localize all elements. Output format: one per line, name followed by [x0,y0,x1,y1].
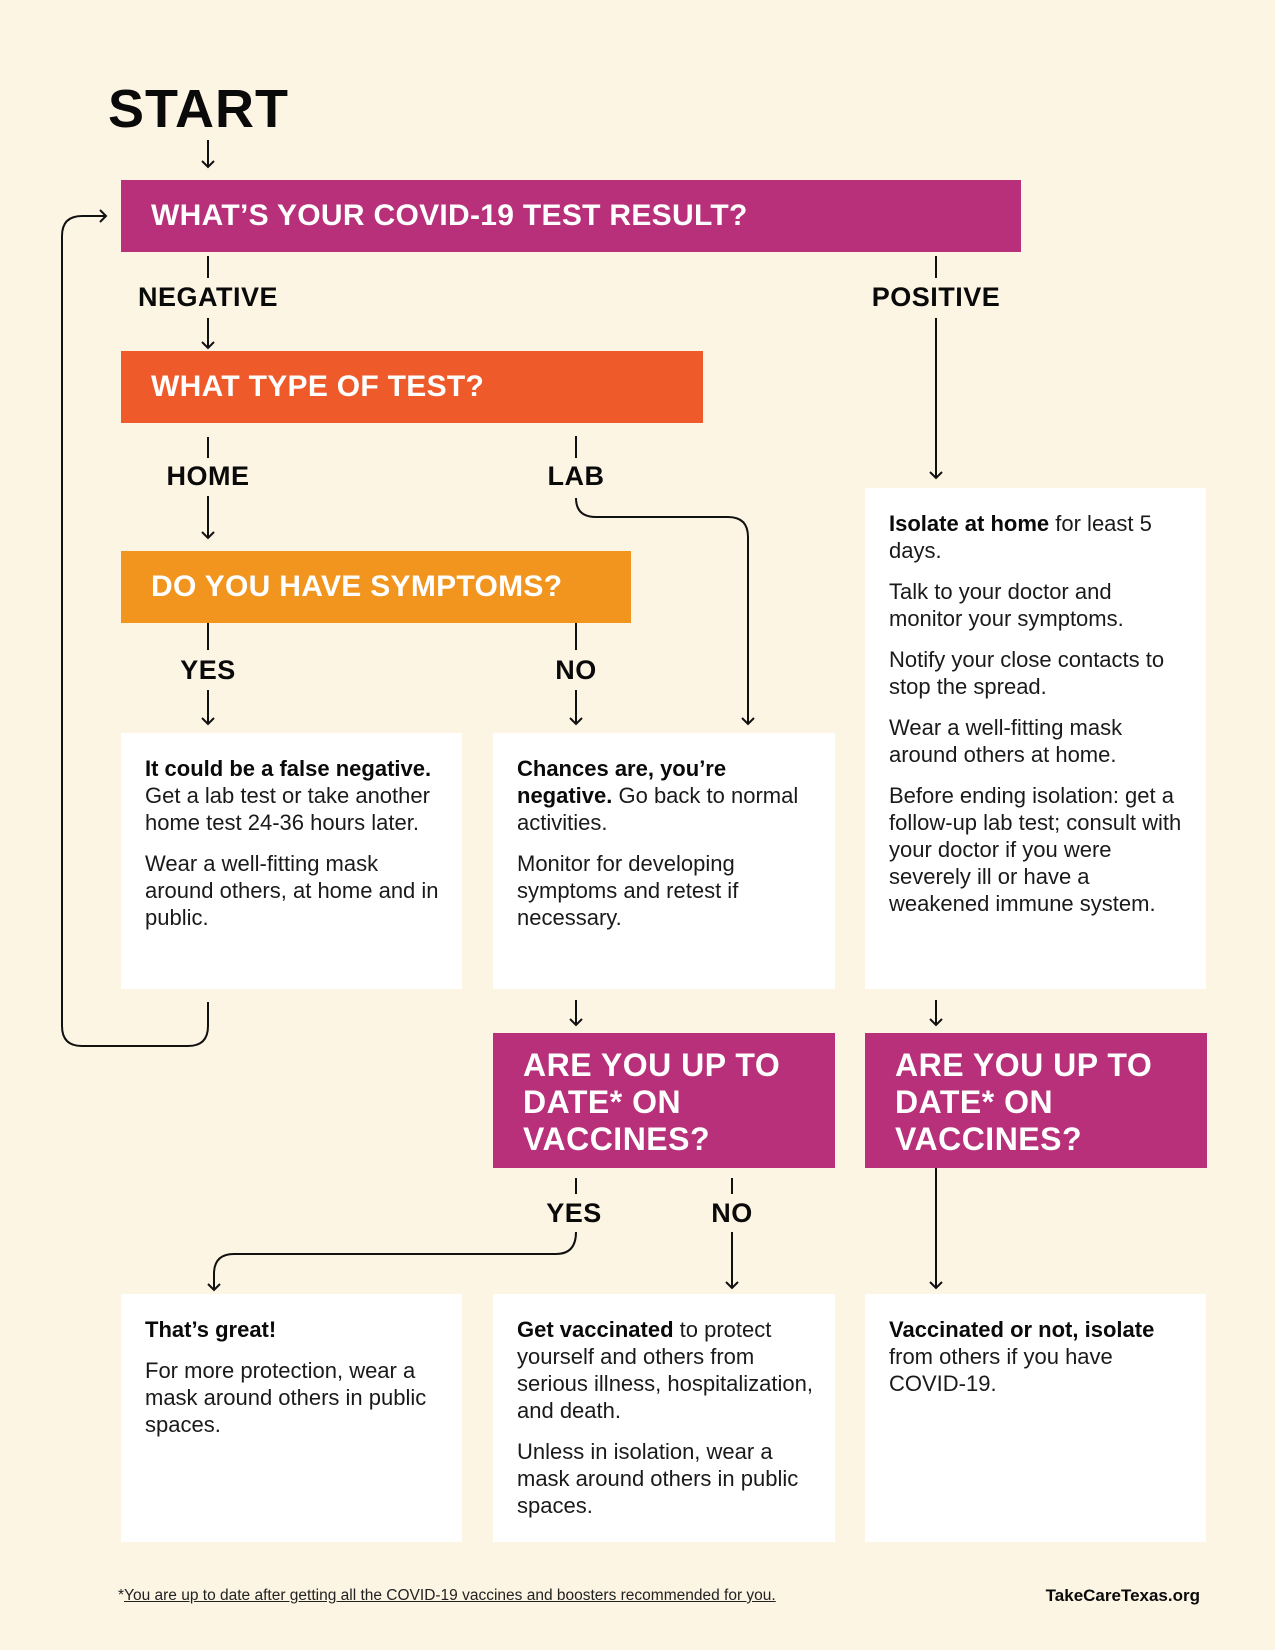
label-symptoms-no: NO [555,655,597,685]
label-negative: NEGATIVE [137,282,279,312]
label-home: HOME [166,461,250,491]
card-thats-great [121,1294,462,1542]
label-vaccines-yes: YES [546,1198,602,1228]
footnote-text: You are up to date after getting all the COVID-19 vaccines and boosters recommended for you. [124,1587,776,1604]
question-test-result: WHAT’S YOUR COVID-19 TEST RESULT? [121,180,1021,252]
card-positive-notify: Notify your close contacts to stop the spread. [889,647,1165,699]
footnote [118,1587,776,1605]
card-isolate-text: from others if you have COVID-19. [889,1344,1113,1396]
label-vaccines-no: NO [711,1198,753,1228]
card-negative [493,733,835,989]
question-vaccines-positive: ARE YOU UP TO DATE* ON VACCINES? [865,1033,1207,1168]
card-thats-great-text: For more protection, wear a mask around others in public spaces. [145,1358,427,1437]
card-isolate [865,1294,1206,1542]
label-lab: LAB [547,461,605,491]
question-test-type: WHAT TYPE OF TEST? [121,351,703,423]
question-vaccines-negative: ARE YOU UP TO DATE* ON VACCINES? [493,1033,835,1168]
footnote-star: * [118,1587,125,1604]
card-positive-mask: Wear a well-fitting mask around others at home. [889,715,1123,767]
site-url[interactable]: TakeCareTexas.org [1045,1586,1200,1605]
card-false-negative [121,733,462,989]
card-false-negative-bold: It could be a false negative. [145,756,432,781]
card-positive-text: for least 5 days. [889,511,1152,563]
card-isolate-bold: Vaccinated or not, isolate [889,1317,1155,1342]
start-title: START [108,79,289,139]
card-positive [865,488,1206,989]
card-get-vaccinated-bold: Get vaccinated [517,1317,674,1342]
card-get-vaccinated-text: to protect yourself and others from serious illness, hospitalization, and death. [517,1317,813,1423]
card-false-negative-mask: Wear a well-fitting mask around others, at home and in public. [145,851,439,930]
question-symptoms: DO YOU HAVE SYMPTOMS? [121,551,631,623]
card-thats-great-bold: That’s great! [145,1317,277,1342]
card-negative-bold: Chances are, you’re negative. [517,756,727,808]
card-positive-doctor: Talk to your doctor and monitor your symptoms. [889,579,1124,631]
label-symptoms-yes: YES [180,655,236,685]
card-get-vaccinated [493,1294,835,1542]
card-get-vaccinated-mask: Unless in isolation, wear a mask around others in public spaces. [517,1439,799,1518]
arrow-vax-yes [214,1232,576,1290]
card-negative-text: Go back to normal activities. [517,783,799,835]
card-positive-ending: Before ending isolation: get a follow-up lab test; consult with your doctor if you were severely ill or have a weakened immune system. [889,783,1182,916]
card-false-negative-text: Get a lab test or take another home test 24-36 hours later. [145,783,430,835]
card-negative-monitor: Monitor for developing symptoms and retest if necessary. [517,851,739,930]
card-positive-bold: Isolate at home [889,511,1050,536]
label-positive: POSITIVE [871,282,1001,312]
